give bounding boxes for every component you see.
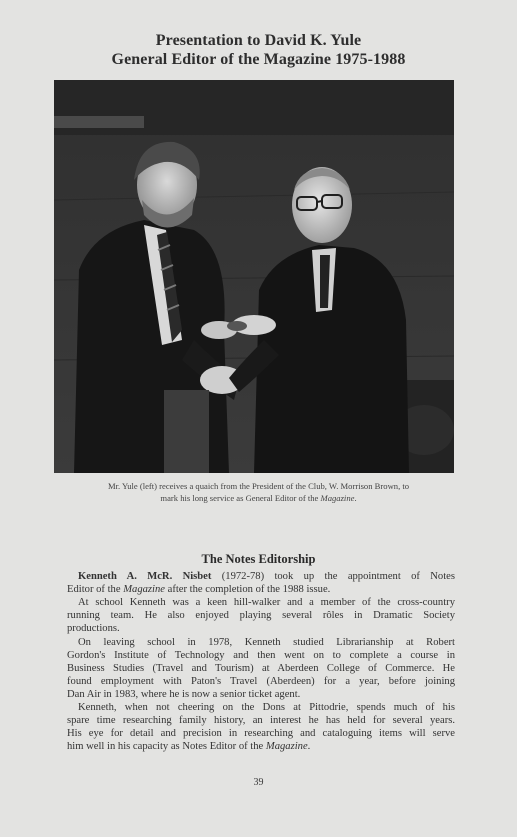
magazine-italic: Magazine — [265, 741, 308, 752]
section-heading: The Notes Editorship — [201, 552, 316, 566]
paragraph-line: spare time researching family history, an interest he has held for several years. — [67, 715, 455, 726]
caption-text: mark his long service as General Editor of the — [160, 493, 321, 503]
photograph-icon — [54, 80, 454, 473]
paragraph-line — [67, 583, 455, 596]
paragraph-line: Dan Air in 1983, where he is now a senior ticket agent. — [67, 689, 301, 700]
paragraph-line: Gordon's Institute of Technology and then went on to complete a course in — [67, 650, 455, 661]
page-title-line-1: Presentation to David K. Yule — [155, 32, 362, 49]
text-span: (1972-78) took up the appointment of Notes — [211, 571, 455, 582]
paragraph-line: Kenneth, when not cheering on the Dons at Pittodrie, spends much of his — [78, 702, 455, 713]
paragraph-line: found employment with Paton's Travel (Aberdeen) for a year, before joining — [67, 676, 455, 687]
paragraph-line: His eye for detail and precision in researching and cataloguing items will serve — [67, 728, 455, 739]
paragraph-line: At school Kenneth was a keen hill-walker and a member of the cross-country — [78, 597, 455, 608]
text-span: . — [307, 741, 311, 752]
photo-caption-line-1: Mr. Yule (left) receives a quaich from the President of the Club, W. Morrison Brown, to — [107, 481, 410, 491]
article-body — [67, 570, 455, 780]
text-span: Editor of the — [67, 584, 124, 595]
caption-magazine-italic: Magazine — [320, 493, 355, 503]
paragraph-line: On leaving school in 1978, Kenneth studied Librarianship at Robert — [78, 637, 455, 648]
photo-caption-line-2 — [60, 492, 457, 504]
paragraph-line: productions. — [67, 623, 120, 634]
paragraph-line: Business Studies (Travel and Tourism) at Aberdeen College of Commerce. He — [67, 663, 455, 674]
caption-text-end: . — [354, 493, 357, 503]
paragraph-line — [67, 740, 455, 753]
person-name: Kenneth A. McR. Nisbet — [78, 571, 212, 582]
page-number: 39 — [253, 777, 264, 788]
text-span: him well in his capacity as Notes Editor of the — [67, 741, 266, 752]
presentation-photograph — [54, 80, 454, 473]
page-title-line-2: General Editor of the Magazine 1975-1988 — [111, 51, 406, 68]
paragraph-line — [78, 570, 455, 583]
paragraph-line: running team. He also enjoyed playing several rôles in Dramatic Society — [67, 610, 455, 621]
magazine-italic: Magazine — [123, 584, 165, 595]
text-span: after the completion of the 1988 issue. — [164, 584, 331, 595]
